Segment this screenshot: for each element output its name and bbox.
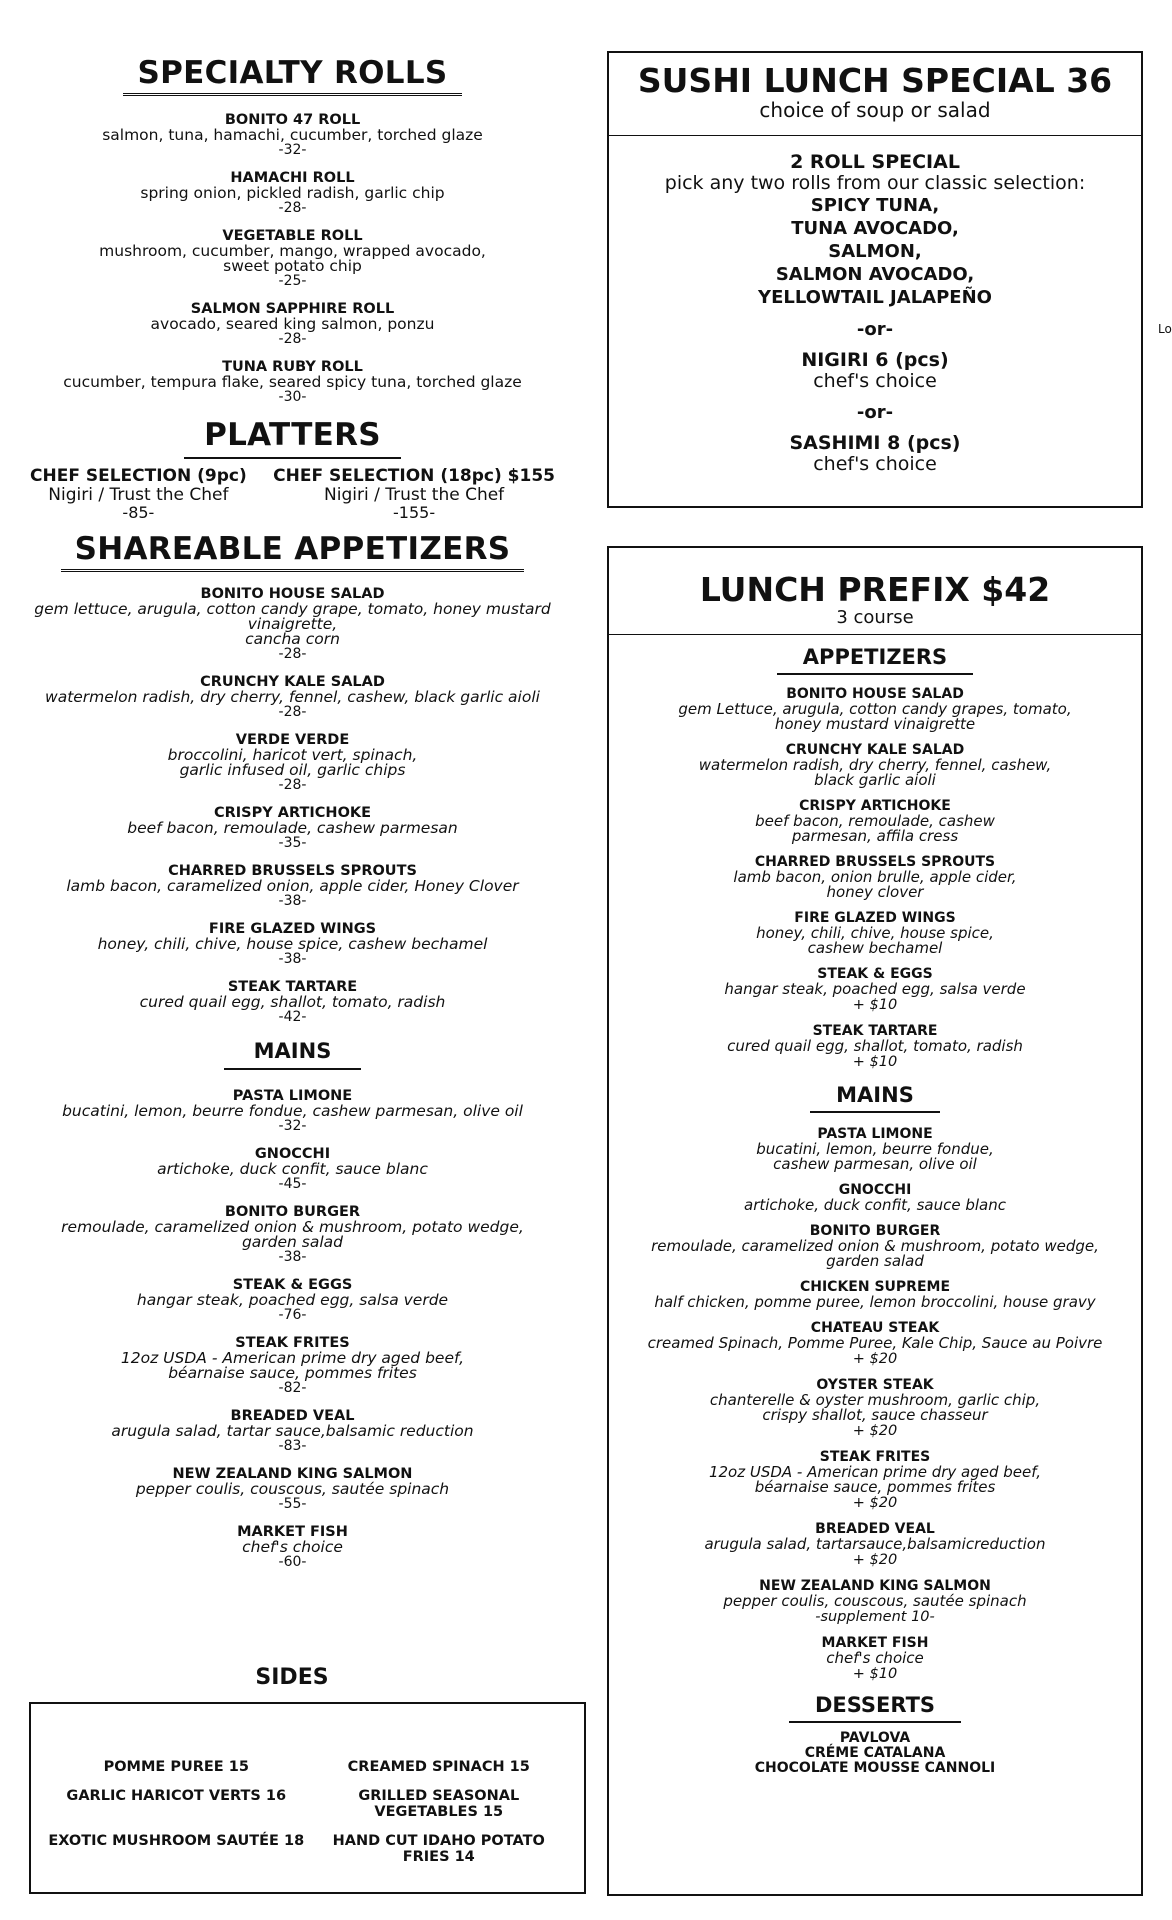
item-name: VEGETABLE ROLL [222, 228, 363, 244]
item-desc: remoulade, caramelized onion & mushroom, potato wedge, [651, 1237, 1099, 1255]
mains-title: MAINS [224, 1039, 362, 1070]
item-price: -32- [278, 1118, 307, 1134]
item-price: + $10 [852, 997, 898, 1013]
item-desc: 12oz USDA - American prime dry aged beef, [708, 1463, 1042, 1481]
platter-desc: Nigiri / Trust the Chef [324, 485, 505, 505]
item-desc: béarnaise sauce, pommes frites [168, 1364, 417, 1382]
item-desc: arugula salad, tartar sauce,balsamic reduction [111, 1422, 474, 1440]
item-price: + $10 [852, 1054, 898, 1070]
menu-item [609, 967, 1141, 1013]
item-name: BONITO 47 ROLL [224, 112, 361, 128]
roll-option: TUNA AVOCADO, [791, 218, 959, 239]
item-desc: garden salad [826, 1252, 924, 1270]
menu-item [20, 1524, 565, 1570]
prefix-appetizers-title: APPETIZERS [777, 645, 973, 675]
item-desc: garlic infused oil, garlic chips [179, 761, 406, 779]
item-price: -28- [278, 777, 307, 793]
item-desc: broccolini, haricot vert, spinach, [167, 746, 418, 764]
item-name: MARKET FISH [237, 1524, 348, 1540]
item-desc: gem Lettuce, arugula, cotton candy grapes, tomato, [678, 700, 1072, 718]
item-desc: cucumber, tempura flake, seared spicy tuna, torched glaze [63, 373, 522, 391]
item-name: CHARRED BRUSSELS SPROUTS [754, 854, 996, 870]
menu-item [20, 1335, 565, 1396]
sides-title: SIDES [255, 1665, 329, 1690]
sashimi-option: SASHIMI 8 (pcs) [789, 432, 961, 454]
dessert-item: PAVLOVA [839, 1730, 911, 1746]
item-price: -38- [278, 1249, 307, 1265]
item-name: NEW ZEALAND KING SALMON [172, 1466, 413, 1482]
item-price: -28- [278, 200, 307, 216]
item-name: GNOCCHI [254, 1146, 331, 1162]
item-desc: spring onion, pickled radish, garlic chip [140, 184, 445, 202]
menu-item [20, 1146, 565, 1192]
item-price: -35- [278, 835, 307, 851]
lunch-prefix-title: LUNCH PREFIX $42 [699, 570, 1051, 609]
item-desc: honey, chili, chive, house spice, cashew bechamel [97, 935, 488, 953]
menu-item [20, 1204, 565, 1265]
item-name: SALMON SAPPHIRE ROLL [190, 301, 395, 317]
item-name: MARKET FISH [821, 1635, 929, 1651]
nigiri-option: NIGIRI 6 (pcs) [801, 349, 949, 371]
desserts-title: DESSERTS [789, 1693, 961, 1723]
platter-desc: Nigiri / Trust the Chef [48, 485, 229, 505]
platter-price: -85- [122, 503, 155, 522]
menu-item [609, 1522, 1141, 1568]
roll-option: SPICY TUNA, [810, 195, 940, 216]
specialty-rolls-title: SPECIALTY ROLLS [123, 55, 461, 96]
item-name: STEAK FRITES [819, 1449, 931, 1465]
item-name: TUNA RUBY ROLL [222, 359, 363, 375]
item-desc: hangar steak, poached egg, salsa verde [136, 1291, 449, 1309]
item-price: + $20 [852, 1351, 898, 1367]
item-price: -32- [278, 142, 307, 158]
side-item: EXOTIC MUSHROOM SAUTÉE 18 [48, 1833, 305, 1849]
side-item: CREAMED SPINACH 15 [347, 1759, 530, 1775]
item-desc: garden salad [241, 1233, 344, 1251]
item-desc: sweet potato chip [223, 257, 362, 275]
platters-title: PLATTERS [184, 417, 401, 459]
roll-option: SALMON, [828, 241, 922, 262]
item-desc: honey, chili, chive, house spice, [756, 924, 994, 942]
menu-item [20, 586, 565, 662]
item-name: FIRE GLAZED WINGS [794, 910, 956, 926]
item-price: -38- [278, 893, 307, 909]
item-desc: chef's choice [826, 1649, 924, 1667]
item-desc: 12oz USDA - American prime dry aged beef, [120, 1349, 465, 1367]
menu-item [609, 687, 1141, 732]
platter-item [273, 467, 555, 521]
menu-item [20, 1408, 565, 1454]
item-name: HAMACHI ROLL [230, 170, 355, 186]
edge-text: Lo [1158, 322, 1172, 336]
item-desc: lamb bacon, caramelized onion, apple cider, Honey Clover [66, 877, 519, 895]
menu-item [609, 1321, 1141, 1367]
item-desc: bucatini, lemon, beurre fondue, cashew parmesan, olive oil [62, 1102, 523, 1120]
or-separator: -or- [856, 402, 894, 423]
roll-option: YELLOWTAIL JALAPEÑO [758, 287, 992, 308]
item-name: NEW ZEALAND KING SALMON [759, 1578, 991, 1594]
item-name: CRISPY ARTICHOKE [799, 798, 951, 814]
menu-item [609, 1280, 1141, 1310]
sushi-special-title: SUSHI LUNCH SPECIAL 36 [637, 61, 1113, 100]
item-name: CRUNCHY KALE SALAD [200, 674, 385, 690]
item-desc: creamed Spinach, Pomme Puree, Kale Chip, Sauce au Poivre [647, 1334, 1103, 1352]
item-price: -28- [278, 704, 307, 720]
left-column [20, 55, 565, 1582]
item-desc: remoulade, caramelized onion & mushroom, potato wedge, [61, 1218, 524, 1236]
item-price: -42- [278, 1009, 307, 1025]
item-desc: beef bacon, remoulade, cashew parmesan [127, 819, 458, 837]
item-desc: cashew parmesan, olive oil [773, 1155, 977, 1173]
item-desc: watermelon radish, dry cherry, fennel, cashew, black garlic aioli [45, 688, 540, 706]
item-desc: honey clover [826, 883, 924, 901]
menu-item [609, 1183, 1141, 1213]
item-desc: cured quail egg, shallot, tomato, radish [139, 993, 446, 1011]
sushi-special-subtitle: choice of soup or salad [759, 98, 991, 122]
item-price: -55- [278, 1496, 307, 1512]
item-desc: cashew bechamel [807, 939, 943, 957]
menu-item [20, 732, 565, 793]
sides-list [31, 1759, 584, 1865]
menu-item [609, 1127, 1141, 1172]
menu-item [609, 1636, 1141, 1682]
item-desc: chanterelle & oyster mushroom, garlic chip, [709, 1391, 1041, 1409]
item-name: BONITO HOUSE SALAD [200, 586, 385, 602]
menu-item [20, 170, 565, 216]
item-price: -28- [278, 331, 307, 347]
item-desc: hangar steak, poached egg, salsa verde [724, 980, 1026, 998]
prefix-mains-list [609, 1127, 1141, 1682]
item-name: CRUNCHY KALE SALAD [785, 742, 965, 758]
item-desc: beef bacon, remoulade, cashew [755, 812, 995, 830]
item-desc: gem lettuce, arugula, cotton candy grape, tomato, honey mustard [34, 600, 551, 618]
item-price: + $20 [852, 1552, 898, 1568]
item-desc: parmesan, affila cress [791, 827, 959, 845]
divider [609, 135, 1141, 136]
menu-item [20, 674, 565, 720]
item-name: BREADED VEAL [230, 1408, 355, 1424]
item-name: BONITO BURGER [809, 1223, 941, 1239]
mains-list [20, 1088, 565, 1570]
item-price: + $20 [852, 1423, 898, 1439]
item-price: -25- [278, 273, 307, 289]
dessert-item: CHOCOLATE MOUSSE CANNOLI [754, 1760, 996, 1776]
item-name: BONITO HOUSE SALAD [786, 686, 964, 702]
menu-item [609, 855, 1141, 900]
side-item: GRILLED SEASONAL VEGETABLES 15 [358, 1788, 520, 1820]
appetizers-list [20, 586, 565, 1025]
sides-box [29, 1702, 586, 1894]
nigiri-desc: chef's choice [813, 370, 937, 392]
roll-special-title: 2 ROLL SPECIAL [790, 151, 960, 173]
roll-special-desc: pick any two rolls from our classic selection: [664, 172, 1086, 194]
item-name: CHARRED BRUSSELS SPROUTS [168, 863, 417, 879]
item-price: -30- [278, 389, 307, 405]
item-name: STEAK FRITES [235, 1335, 350, 1351]
item-desc: pepper coulis, couscous, sautée spinach [135, 1480, 450, 1498]
menu-item [609, 799, 1141, 844]
item-name: BONITO BURGER [224, 1204, 361, 1220]
item-price: + $20 [852, 1495, 898, 1511]
item-price: -83- [278, 1438, 307, 1454]
menu-item [20, 1277, 565, 1323]
sashimi-desc: chef's choice [813, 453, 937, 475]
item-desc: cancha corn [245, 630, 340, 648]
item-desc: arugula salad, tartarsauce,balsamicreduction [704, 1535, 1046, 1553]
item-name: OYSTER STEAK [816, 1377, 934, 1393]
prefix-appetizers-list [609, 687, 1141, 1070]
side-item: HAND CUT IDAHO POTATO FRIES 14 [332, 1833, 545, 1865]
item-name: VERDE VERDE [235, 732, 350, 748]
item-price: -76- [278, 1307, 307, 1323]
platter-name: CHEF SELECTION (18pc) $155 [273, 466, 555, 486]
specialty-rolls-list [20, 112, 565, 405]
item-desc: crispy shallot, sauce chasseur [762, 1406, 988, 1424]
menu-item [20, 979, 565, 1025]
item-name: GNOCCHI [838, 1182, 912, 1198]
item-name: PASTA LIMONE [232, 1088, 353, 1104]
sushi-lunch-special-box [607, 51, 1143, 508]
item-desc: avocado, seared king salmon, ponzu [150, 315, 435, 333]
menu-item [20, 359, 565, 405]
menu-item [609, 1579, 1141, 1625]
item-price: -45- [278, 1176, 307, 1192]
item-name: FIRE GLAZED WINGS [208, 921, 377, 937]
appetizers-title: SHAREABLE APPETIZERS [61, 531, 525, 572]
item-desc: salmon, tuna, hamachi, cucumber, torched glaze [102, 126, 483, 144]
item-desc: pepper coulis, couscous, sautée spinach [723, 1592, 1027, 1610]
item-name: CHICKEN SUPREME [799, 1279, 951, 1295]
item-desc: béarnaise sauce, pommes frites [754, 1478, 996, 1496]
item-desc: black garlic aioli [814, 771, 936, 789]
menu-item [20, 112, 565, 158]
menu-item [609, 1450, 1141, 1511]
item-price: -82- [278, 1380, 307, 1396]
menu-item [20, 1466, 565, 1512]
item-name: STEAK & EGGS [817, 966, 933, 982]
lunch-prefix-box [607, 546, 1143, 1896]
item-desc: lamb bacon, onion brulle, apple cider, [733, 868, 1017, 886]
menu-item [20, 805, 565, 851]
menu-item [609, 1024, 1141, 1070]
platter-name: CHEF SELECTION (9pc) [30, 466, 247, 486]
item-name: STEAK & EGGS [232, 1277, 353, 1293]
item-price: -28- [278, 646, 307, 662]
item-desc: honey mustard vinaigrette [774, 715, 976, 733]
side-item: POMME PUREE 15 [103, 1759, 249, 1775]
platters-list [20, 467, 565, 521]
lunch-prefix-subtitle: 3 course [836, 607, 914, 628]
menu-item [20, 1088, 565, 1134]
menu-item [609, 1378, 1141, 1439]
divider [609, 634, 1141, 635]
item-desc: watermelon radish, dry cherry, fennel, cashew, [698, 756, 1052, 774]
dessert-item: CRÉME CATALANA [804, 1745, 946, 1761]
item-desc: vinaigrette, [247, 615, 338, 633]
menu-item [20, 301, 565, 347]
desserts-list [609, 1731, 1141, 1776]
item-desc: half chicken, pomme puree, lemon broccolini, house gravy [654, 1293, 1096, 1311]
or-separator: -or- [856, 319, 894, 340]
side-item: GARLIC HARICOT VERTS 16 [66, 1788, 287, 1804]
item-name: STEAK TARTARE [227, 979, 358, 995]
item-desc: bucatini, lemon, beurre fondue, [756, 1140, 994, 1158]
menu-item [609, 911, 1141, 956]
menu-item [609, 1224, 1141, 1269]
item-name: BREADED VEAL [815, 1521, 935, 1537]
item-name: STEAK TARTARE [812, 1023, 938, 1039]
item-name: CHATEAU STEAK [810, 1320, 940, 1336]
roll-option: SALMON AVOCADO, [775, 264, 975, 285]
menu-item [20, 228, 565, 289]
prefix-mains-title: MAINS [810, 1083, 940, 1113]
platter-item [30, 467, 247, 521]
item-name: CRISPY ARTICHOKE [213, 805, 372, 821]
item-desc: chef's choice [242, 1538, 343, 1556]
roll-options-list [609, 194, 1141, 309]
item-desc: cured quail egg, shallot, tomato, radish [727, 1037, 1023, 1055]
platter-price: -155- [393, 503, 436, 522]
item-desc: artichoke, duck confit, sauce blanc [157, 1160, 428, 1178]
item-price: -60- [278, 1554, 307, 1570]
item-price: + $10 [852, 1666, 898, 1682]
item-desc: mushroom, cucumber, mango, wrapped avocado, [99, 242, 486, 260]
menu-item [20, 921, 565, 967]
menu-item [20, 863, 565, 909]
item-price: -supplement 10- [815, 1609, 935, 1625]
item-desc: artichoke, duck confit, sauce blanc [744, 1196, 1006, 1214]
item-price: -38- [278, 951, 307, 967]
item-name: PASTA LIMONE [817, 1126, 933, 1142]
menu-item [609, 743, 1141, 788]
